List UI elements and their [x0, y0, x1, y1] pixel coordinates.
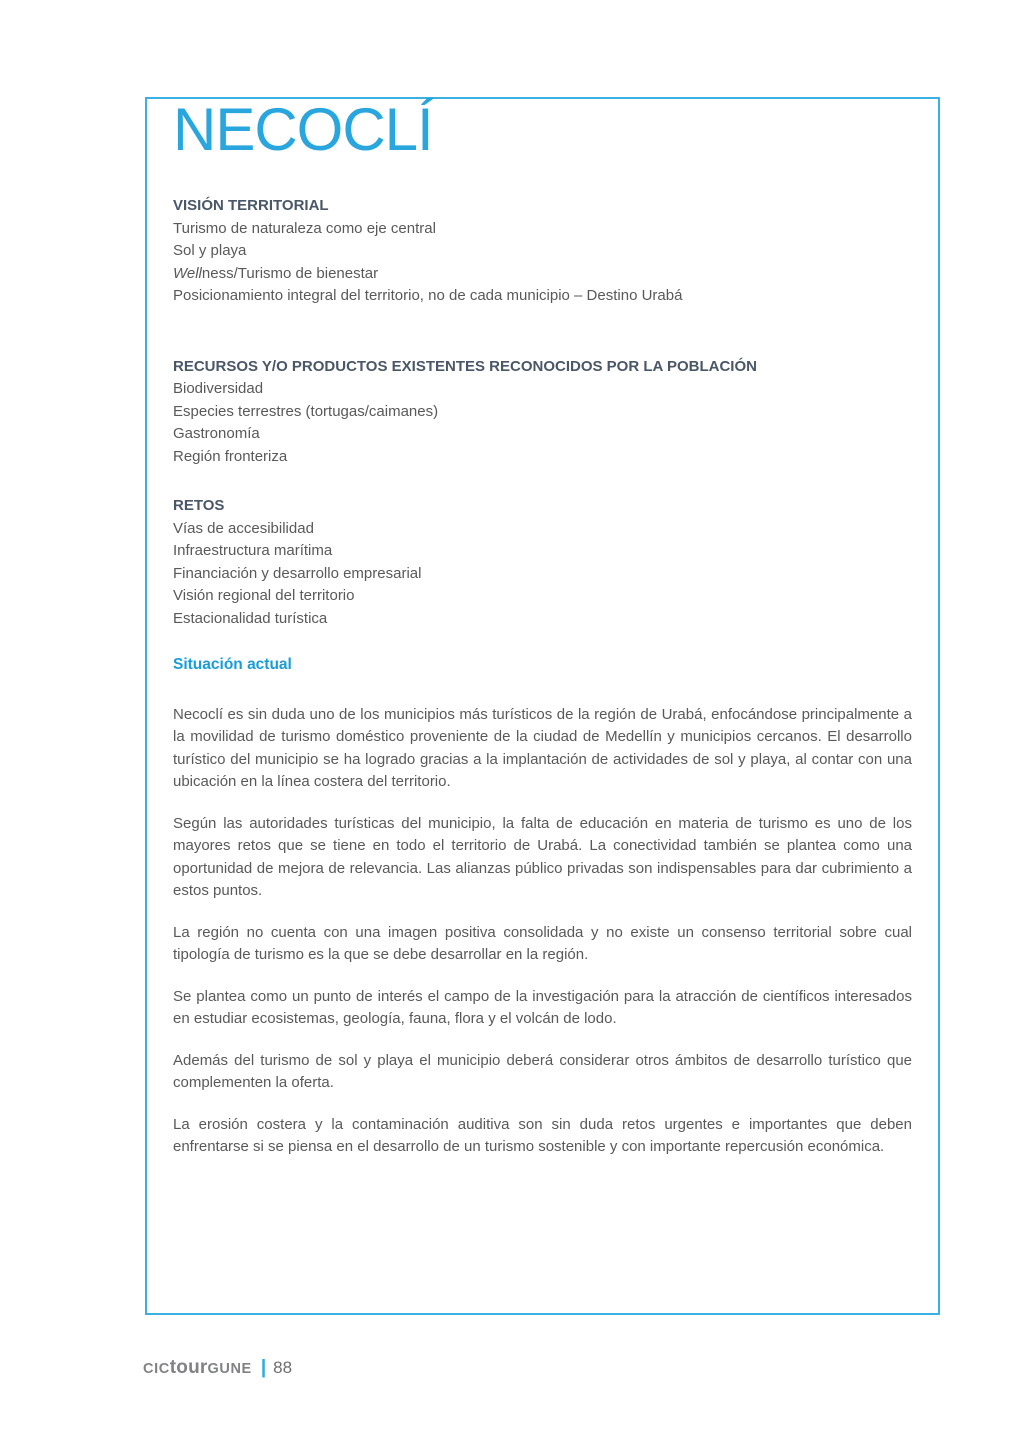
recursos-item: Región fronteriza: [173, 447, 288, 465]
logo-tour: tour: [169, 1357, 208, 1378]
vision-heading: VISIÓN TERRITORIAL: [173, 197, 329, 214]
vision-line-3-rest: ness/Turismo de bienestar: [201, 264, 379, 282]
retos-item: Estacionalidad turística: [173, 609, 328, 627]
situacion-actual-body: [173, 704, 912, 1159]
vision-line-4: Posicionamiento integral del territorio, no de cada municipio – Destino Urabá: [173, 287, 683, 304]
recursos-heading: RECURSOS Y/O PRODUCTOS EXISTENTES RECONOCIDOS POR LA POBLACIÓN: [173, 357, 757, 375]
vision-line-3-italic: Well: [173, 264, 202, 282]
paragraph: Se plantea como un punto de interés el campo de la investigación para la atracción de científicos interesados en estudiar ecosistemas, geología, fauna, flora y el volcán de lodo.: [173, 987, 912, 1027]
footer-separator-bar: |: [260, 1357, 267, 1378]
paragraph: Necoclí es sin duda uno de los municipios más turísticos de la región de Urabá, enfocándose principalmente a la movilidad de turismo doméstico proveniente de la ciudad de Medellín y municipios cercanos. El desarrollo turístico del municipio se ha logrado gracias a la implantación de actividades de sol y playa, al contar con una ubicación en la línea costera del territorio.: [173, 705, 912, 790]
paragraph: Según las autoridades turísticas del municipio, la falta de educación en materia de turismo es uno de los mayores retos que se tiene en todo el territorio de Urabá. La conectividad también se plantea como una oportunidad de mejora de relevancia. Las alianzas público privadas son indispensables para dar cubrimiento a estos puntos.: [173, 814, 912, 899]
situacion-actual-heading: Situación actual: [173, 656, 292, 673]
page-footer: [143, 1357, 292, 1379]
logo-cic: CIC: [143, 1361, 170, 1377]
recursos-item: Especies terrestres (tortugas/caimanes): [173, 402, 439, 420]
recursos-item: Biodiversidad: [173, 380, 264, 397]
section-vision-territorial: [173, 195, 912, 308]
section-retos: [173, 495, 912, 630]
vision-line-1: Turismo de naturaleza como eje central: [173, 219, 436, 237]
retos-item: Infraestructura marítima: [173, 542, 333, 559]
logo-gune: GUNE: [207, 1361, 252, 1377]
page-title: NECOCLÍ: [173, 96, 433, 163]
recursos-item: Gastronomía: [173, 425, 260, 442]
content-frame: [145, 97, 940, 1315]
retos-item: Financiación y desarrollo empresarial: [173, 564, 422, 582]
retos-item: Visión regional del territorio: [173, 587, 355, 604]
page-number: 88: [273, 1358, 293, 1377]
paragraph: La región no cuenta con una imagen positiva consolidada y no existe un consenso territorial sobre cual tipología de turismo es la que se debe desarrollar en la región.: [173, 923, 912, 963]
retos-item: Vías de accesibilidad: [173, 519, 314, 537]
section-recursos: [173, 356, 912, 469]
paragraph: La erosión costera y la contaminación auditiva son sin duda retos urgentes e importantes que deben enfrentarse si se piensa en el desarrollo de un turismo sostenible y con importante repercusión económica.: [173, 1115, 912, 1155]
paragraph: Además del turismo de sol y playa el municipio deberá considerar otros ámbitos de desarrollo turístico que complementen la oferta.: [173, 1051, 912, 1091]
vision-line-3: [173, 263, 912, 286]
vision-line-2: Sol y playa: [173, 242, 247, 259]
cictourgune-logo: [143, 1357, 252, 1379]
retos-heading: RETOS: [173, 497, 225, 514]
